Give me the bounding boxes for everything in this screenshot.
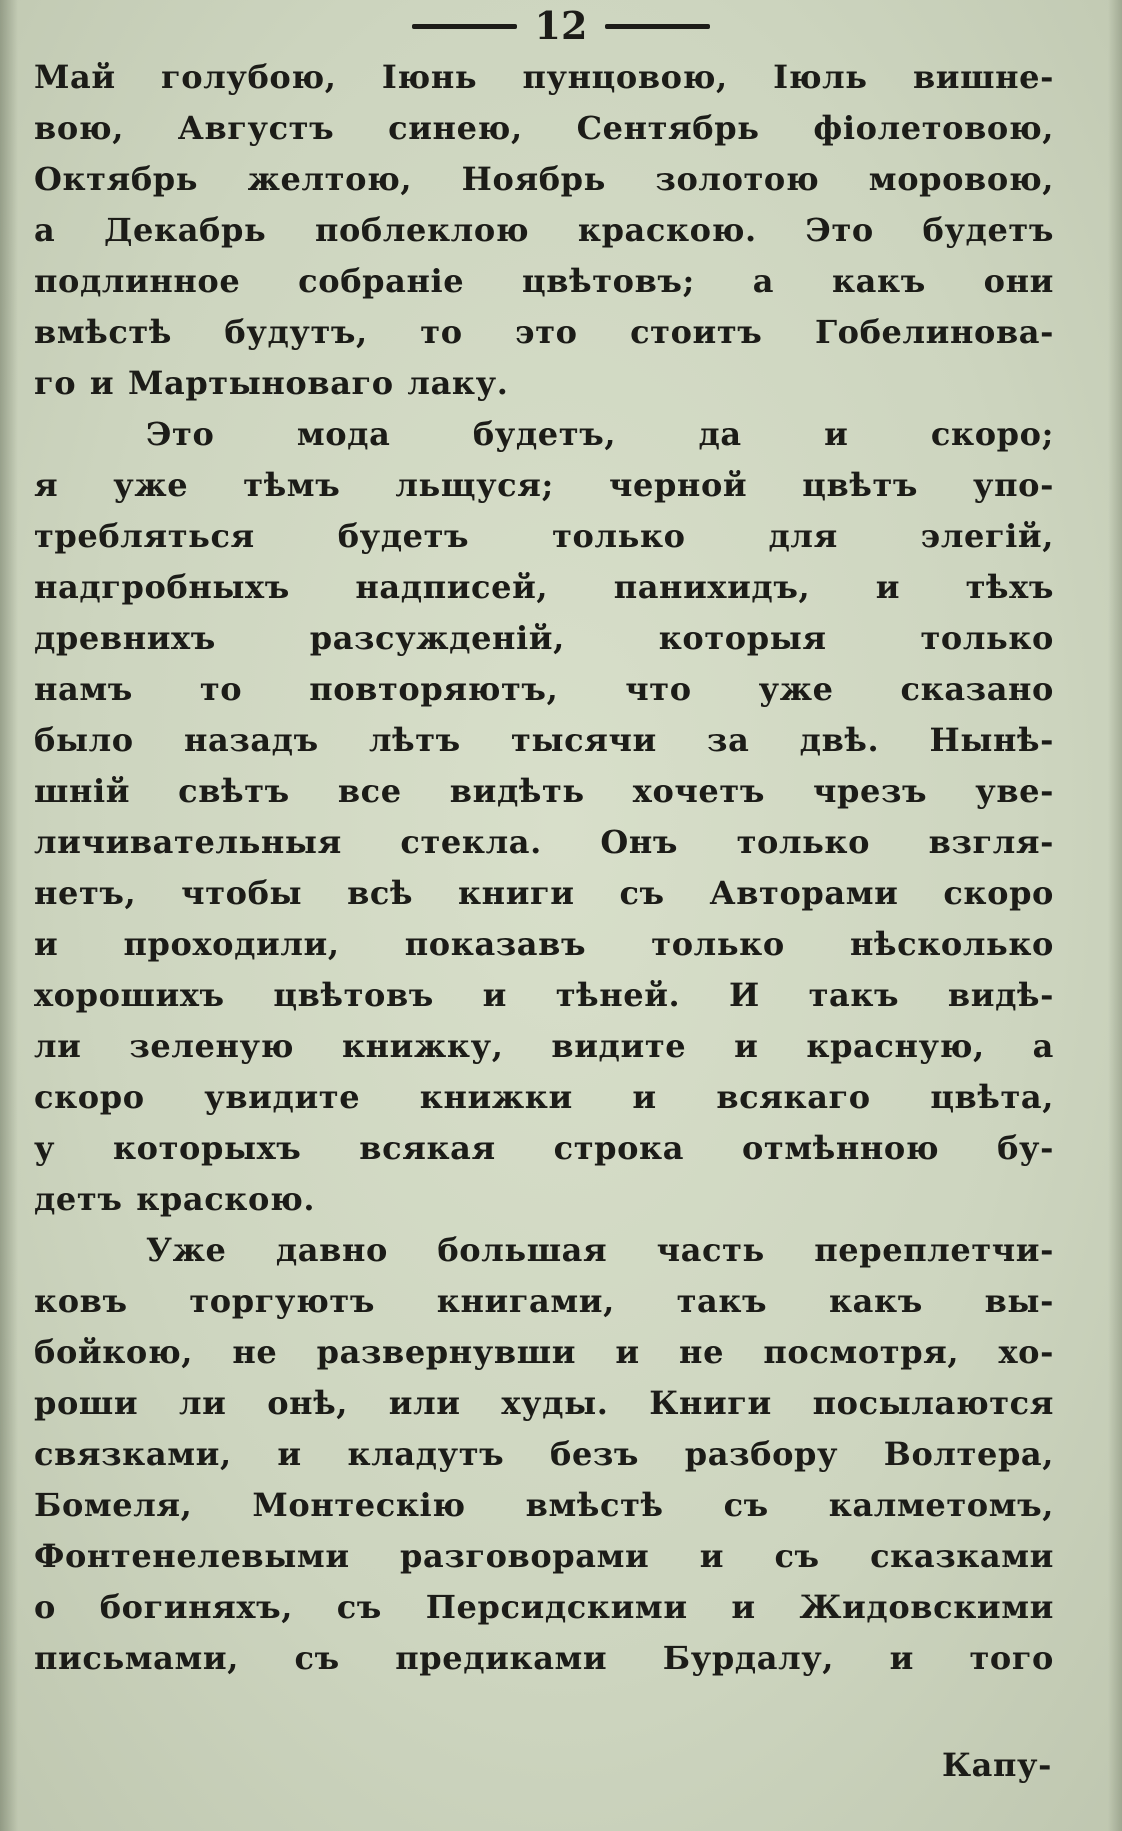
- text-line: я уже тѣмъ льщуся; черной цвѣтъ упо-: [34, 466, 1054, 504]
- text-line: го и Мартыноваго лаку.: [34, 364, 509, 402]
- text-line: хорошихъ цвѣтовъ и тѣней. И такъ видѣ-: [34, 976, 1054, 1014]
- text-line: требляться будетъ только для элегій,: [34, 517, 1054, 555]
- text-line: надгробныхъ надписей, панихидъ, и тѣхъ: [34, 568, 1054, 606]
- text-line: древнихъ разсужденій, которыя только: [34, 619, 1054, 657]
- text-line: личивательныя стекла. Онъ только взгля-: [34, 823, 1054, 861]
- paragraph: [34, 1225, 1054, 1684]
- text-line: вмѣстѣ будутъ, то это стоитъ Гобелинова-: [34, 313, 1054, 351]
- paragraph: [34, 52, 1054, 409]
- text-line: подлинное собраніе цвѣтовъ; а какъ они: [34, 262, 1054, 300]
- text-line: и проходили, показавъ только нѣсколько: [34, 925, 1054, 963]
- paragraph: [34, 409, 1054, 1225]
- text-line: шній свѣтъ все видѣть хочетъ чрезъ уве-: [34, 772, 1054, 810]
- page-gutter-shadow: [0, 0, 18, 1831]
- text-line: детъ краскою.: [34, 1180, 316, 1218]
- text-line: намъ то повторяютъ, что уже сказано: [34, 670, 1054, 708]
- page-number: 12: [534, 3, 588, 48]
- text-line: у которыхъ всякая строка отмѣнною бу-: [34, 1129, 1054, 1167]
- text-line: ли зеленую книжку, видите и красную, а: [34, 1027, 1054, 1065]
- text-line: ковъ торгуютъ книгами, такъ какъ вы-: [34, 1282, 1054, 1320]
- text-line: Октябрь желтою, Ноябрь золотою моровою,: [34, 160, 1054, 198]
- text-line: Фонтенелевыми разговорами и съ сказками: [34, 1537, 1054, 1575]
- page-edge-shadow: [1108, 0, 1122, 1831]
- text-line: Бомеля, Монтескію вмѣстѣ съ калметомъ,: [34, 1486, 1054, 1524]
- text-line: Май голубою, Іюнь пунцовою, Іюль вишне-: [34, 58, 1054, 96]
- body-text: [34, 52, 1054, 1684]
- header-rule-left: [412, 24, 517, 29]
- text-line: вою, Августъ синею, Сентябрь фіолетовою,: [34, 109, 1054, 147]
- text-line: связками, и кладутъ безъ разбору Волтера,: [34, 1435, 1054, 1473]
- text-line: Уже давно большая часть переплетчи-: [146, 1231, 1054, 1269]
- text-line: нетъ, чтобы всѣ книги съ Авторами скоро: [34, 874, 1054, 912]
- page-header: [0, 4, 1122, 48]
- text-line: о богиняхъ, съ Персидскими и Жидовскими: [34, 1588, 1054, 1626]
- catchword: Капу-: [941, 1746, 1052, 1784]
- text-line: было назадъ лѣтъ тысячи за двѣ. Нынѣ-: [34, 721, 1054, 759]
- text-line: Это мода будетъ, да и скоро;: [146, 415, 1054, 453]
- text-line: скоро увидите книжки и всякаго цвѣта,: [34, 1078, 1054, 1116]
- text-line: а Декабрь поблеклою краскою. Это будетъ: [34, 211, 1054, 249]
- text-line: письмами, съ предиками Бурдалу, и того: [34, 1639, 1054, 1677]
- header-rule-right: [605, 24, 710, 29]
- text-line: бойкою, не развернувши и не посмотря, хо-: [34, 1333, 1054, 1371]
- catchword-container: [942, 1740, 1052, 1791]
- text-line: роши ли онѣ, или худы. Книги посылаются: [34, 1384, 1054, 1422]
